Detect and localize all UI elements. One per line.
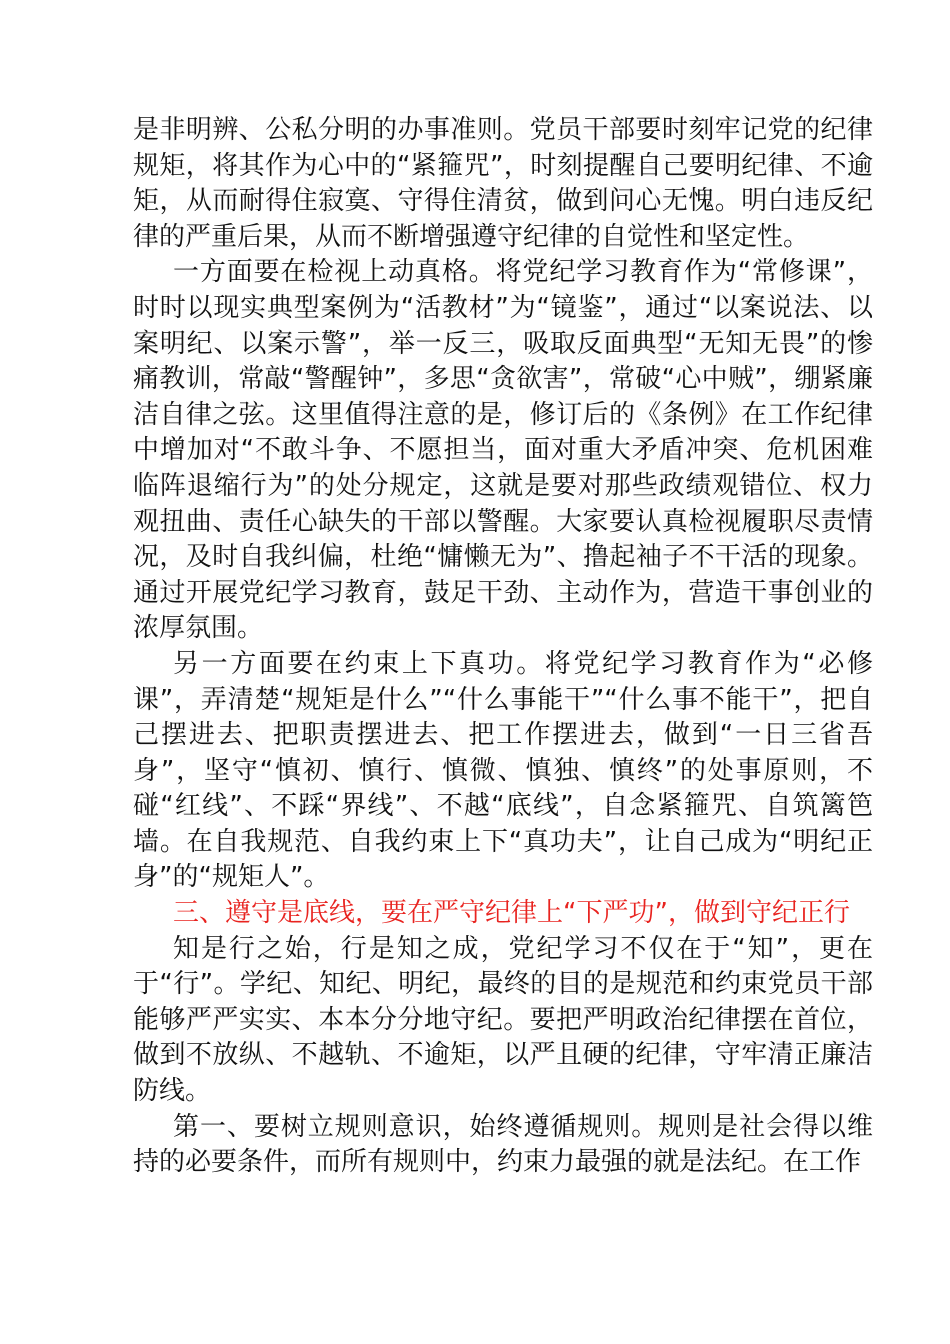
- paragraph-2: 一方面要在检视上动真格。将党纪学习教育作为“常修课”，时时以现实典型案例为“活教材”为“镜鉴”，通过“以案说法、以案明纪、以案示警”，举一反三，吸取反面典型“无知无畏”的惨痛教训，常敲“警醒钟”，多思“贪欲害”，常破“心中贼”，绷紧廉洁自律之弦。这里值得注意的是，修订后的《条例》在工作纪律中增加对“不敢斗争、不愿担当，面对重大矛盾冲突、危机困难临阵退缩行为”的处分规定，这就是要对那些政绩观错位、权力观扭曲、责任心缺失的干部以警醒。大家要认真检视履职尽责情况，及时自我纠偏，杜绝“慵懒无为”、撸起袖子不干活的现象。通过开展党纪学习教育，鼓足干劲、主动作为，营造干事创业的浓厚氛围。: [133, 257, 873, 644]
- document-page: [133, 113, 873, 1181]
- paragraph-4: 知是行之始，行是知之成，党纪学习不仅在于“知”，更在于“行”。学纪、知纪、明纪，最终的目的是规范和约束党员干部能够严严实实、本本分分地守纪。要把严明政治纪律摆在首位，做到不放纵、不越轨、不逾矩，以严且硬的纪律，守牢清正廉洁防线。: [133, 933, 873, 1107]
- section-heading-3: 三、遵守是底线，要在严守纪律上“下严功”，做到守纪正行: [173, 898, 850, 929]
- paragraph-3: 另一方面要在约束上下真功。将党纪学习教育作为“必修课”，弄清楚“规矩是什么”“什么事能干”“什么事不能干”，把自己摆进去、把职责摆进去、把工作摆进去，做到“一日三省吾身”，坚守“慎初、慎行、慎微、慎独、慎终”的处事原则，不碰“红线”、不踩“界线”、不越“底线”，自念紧箍咒、自筑篱笆墙。在自我规范、自我约束上下“真功夫”，让自己成为“明纪正身”的“规矩人”。: [133, 648, 873, 893]
- paragraph-1: 是非明辨、公私分明的办事准则。党员干部要时刻牢记党的纪律规矩，将其作为心中的“紧箍咒”，时刻提醒自己要明纪律、不逾矩，从而耐得住寂寞、守得住清贫，做到问心无愧。明白违反纪律的严重后果，从而不断增强遵守纪律的自觉性和坚定性。: [133, 115, 873, 252]
- paragraph-5: 第一、要树立规则意识，始终遵循规则。规则是社会得以维持的必要条件，而所有规则中，约束力最强的就是法纪。在工作: [133, 1111, 873, 1178]
